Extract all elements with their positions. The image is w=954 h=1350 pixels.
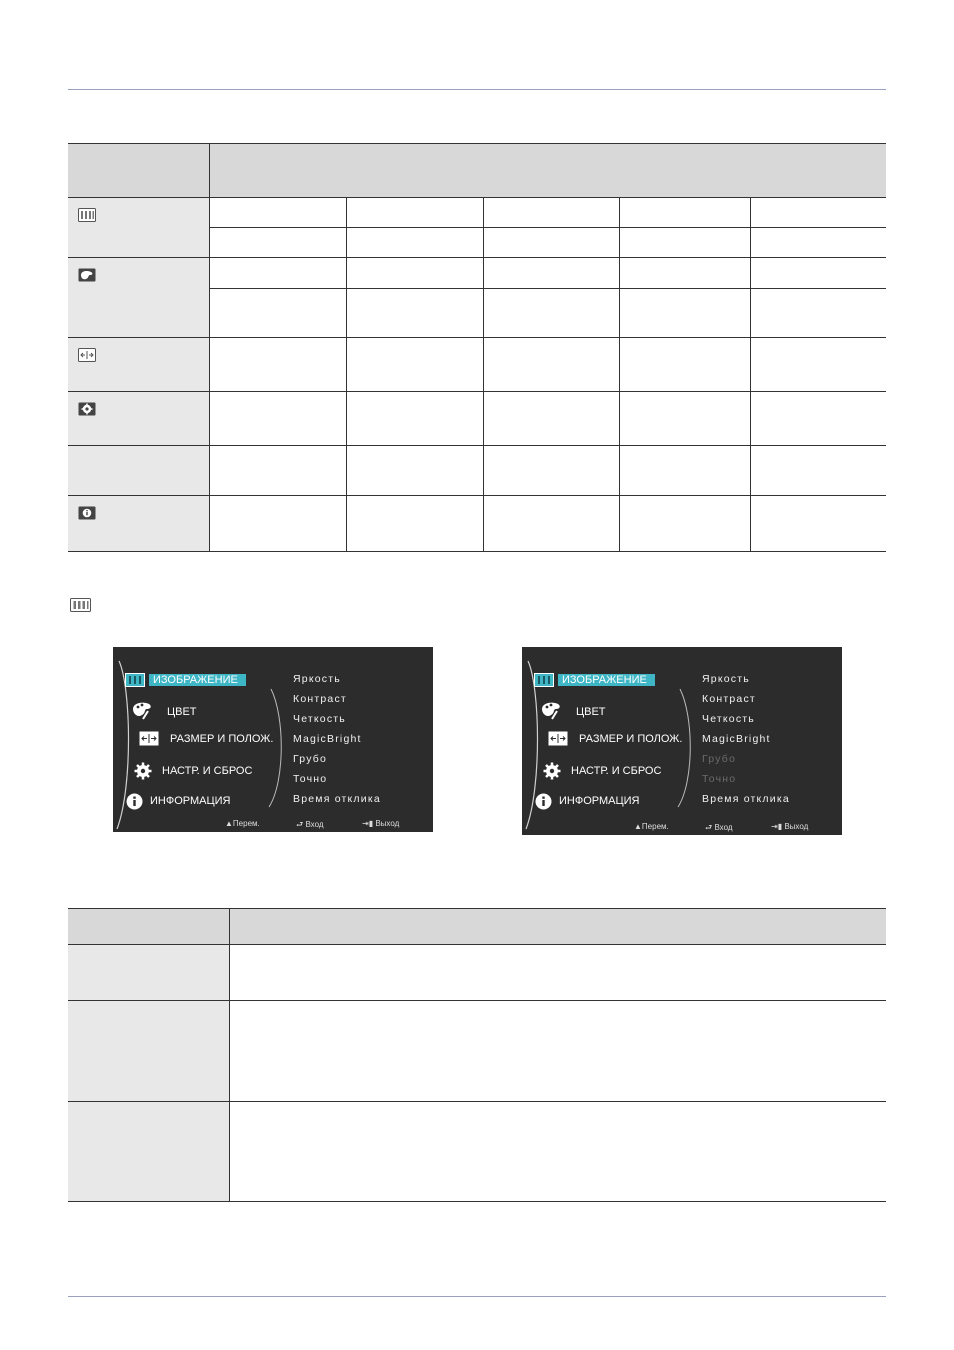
- submenu-contrast[interactable]: Контраст: [702, 693, 756, 705]
- menu-item-setup-reset[interactable]: НАСТР. И СБРОС: [162, 765, 253, 777]
- row-picture: [68, 198, 209, 258]
- osd-screenshot-analog: [113, 647, 433, 832]
- picture-icon[interactable]: [534, 673, 554, 687]
- submenu-brightness[interactable]: Яркость: [702, 673, 750, 685]
- gear-icon[interactable]: [133, 761, 153, 781]
- submenu-fine: Точно: [702, 773, 737, 785]
- menu-item-information[interactable]: ИНФОРМАЦИЯ: [150, 795, 231, 807]
- option-row: [68, 945, 229, 1001]
- row-setup-reset: [68, 392, 209, 446]
- submenu-sharpness[interactable]: Четкость: [293, 713, 346, 725]
- submenu-response-time[interactable]: Время отклика: [293, 793, 381, 805]
- info-icon: [78, 506, 96, 520]
- up-down-arrow-icon: ▲: [634, 822, 642, 831]
- table-header-cell: [209, 144, 886, 198]
- color-palette-icon[interactable]: [131, 700, 153, 720]
- table-header-cell: [68, 909, 229, 945]
- submenu-magicbright[interactable]: MagicBright: [293, 733, 362, 745]
- enter-icon: ⮐: [705, 823, 715, 832]
- picture-icon: [78, 208, 96, 222]
- exit-icon: ⇥▮: [362, 819, 376, 828]
- menu-item-color[interactable]: ЦВЕТ: [167, 706, 197, 718]
- table-header-cell: [229, 909, 886, 945]
- footer-enter[interactable]: ⮐ Вход: [705, 823, 733, 832]
- osd-footer: [522, 819, 842, 835]
- menu-table: [68, 143, 886, 552]
- footer-exit[interactable]: ⇥▮ Выход: [362, 819, 400, 828]
- color-palette-icon: [78, 268, 96, 282]
- table-header-cell: [68, 144, 209, 198]
- size-position-icon[interactable]: [548, 731, 568, 746]
- enter-icon: ⮐: [296, 820, 306, 829]
- submenu-magicbright[interactable]: MagicBright: [702, 733, 771, 745]
- picture-icon: [70, 598, 91, 612]
- top-rule: [68, 89, 886, 90]
- submenu-sharpness[interactable]: Четкость: [702, 713, 755, 725]
- menu-item-picture[interactable]: ИЗОБРАЖЕНИЕ: [149, 674, 246, 686]
- row-information: [68, 496, 209, 552]
- footer-move[interactable]: ▲Перем.: [225, 819, 260, 828]
- option-row: [68, 1102, 229, 1202]
- osd-screenshot-digital: [522, 647, 842, 835]
- submenu-coarse: Грубо: [702, 753, 737, 765]
- option-table: [68, 908, 886, 1202]
- row-color: [68, 258, 209, 338]
- submenu-contrast[interactable]: Контраст: [293, 693, 347, 705]
- menu-item-size-position[interactable]: РАЗМЕР И ПОЛОЖ.: [170, 733, 274, 745]
- bottom-rule: [68, 1296, 886, 1297]
- footer-move[interactable]: ▲Перем.: [634, 822, 669, 831]
- submenu-coarse[interactable]: Грубо: [293, 753, 328, 765]
- info-icon[interactable]: [126, 793, 143, 810]
- size-position-icon[interactable]: [139, 731, 159, 746]
- menu-item-information[interactable]: ИНФОРМАЦИЯ: [559, 795, 640, 807]
- osd-footer: [113, 816, 433, 832]
- footer-exit[interactable]: ⇥▮ Выход: [771, 822, 809, 831]
- menu-item-color[interactable]: ЦВЕТ: [576, 706, 606, 718]
- submenu-response-time[interactable]: Время отклика: [702, 793, 790, 805]
- size-position-icon: [78, 348, 96, 362]
- info-icon[interactable]: [535, 793, 552, 810]
- gear-icon: [78, 402, 96, 416]
- menu-item-size-position[interactable]: РАЗМЕР И ПОЛОЖ.: [579, 733, 683, 745]
- picture-icon[interactable]: [125, 673, 145, 687]
- row-blank: [68, 446, 209, 496]
- footer-enter[interactable]: ⮐ Вход: [296, 820, 324, 829]
- option-row: [68, 1001, 229, 1102]
- row-size-position: [68, 338, 209, 392]
- up-down-arrow-icon: ▲: [225, 819, 233, 828]
- color-palette-icon[interactable]: [540, 700, 562, 720]
- menu-item-setup-reset[interactable]: НАСТР. И СБРОС: [571, 765, 662, 777]
- menu-item-picture[interactable]: ИЗОБРАЖЕНИЕ: [558, 674, 655, 686]
- exit-icon: ⇥▮: [771, 822, 785, 831]
- submenu-brightness[interactable]: Яркость: [293, 673, 341, 685]
- submenu-fine[interactable]: Точно: [293, 773, 328, 785]
- gear-icon[interactable]: [542, 761, 562, 781]
